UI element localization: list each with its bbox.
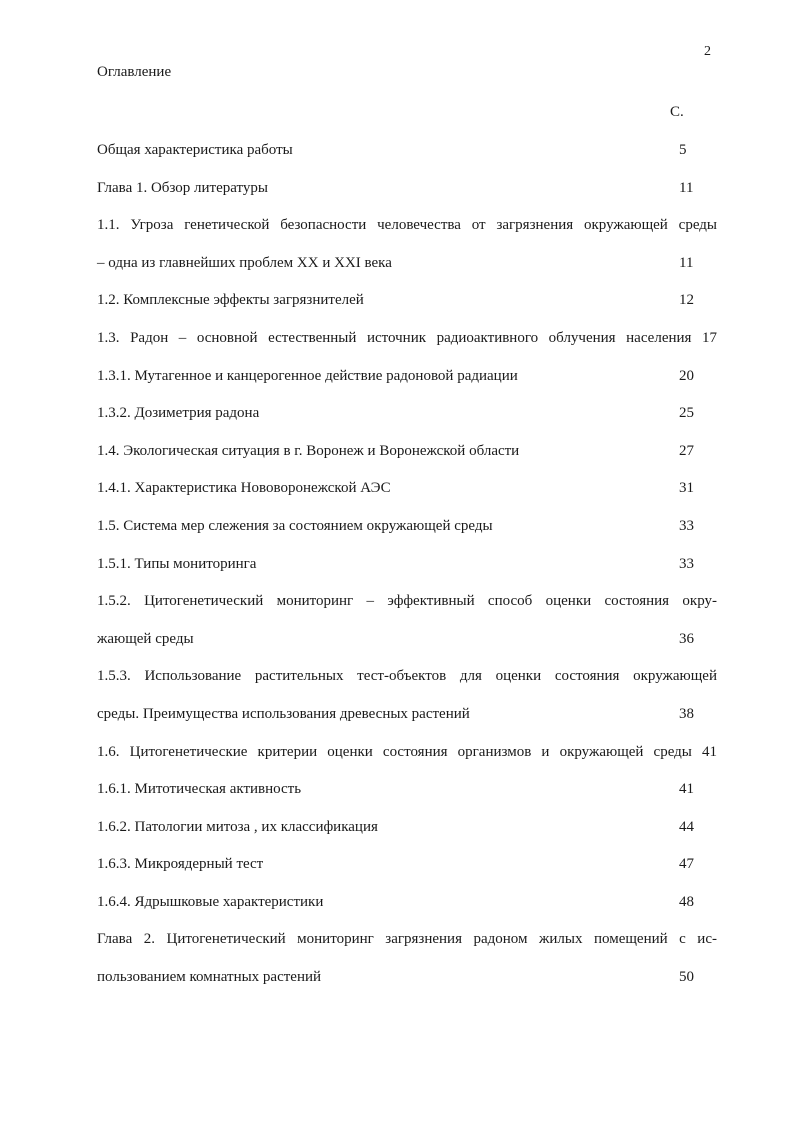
- toc-entry[interactable]: [97, 771, 717, 809]
- toc-entry[interactable]: [97, 207, 717, 245]
- toc-entry-continuation[interactable]: [97, 696, 717, 734]
- toc-title: Оглавление: [97, 64, 172, 80]
- toc-entry-page: 44: [679, 818, 694, 835]
- page-number: 2: [704, 44, 711, 59]
- toc-entry-title-line2: пользованием комнатных растений: [97, 969, 322, 986]
- toc-entry-title: 1.4. Экологическая ситуация в г. Воронеж и Воронежской области: [97, 442, 520, 459]
- toc-entry[interactable]: [97, 658, 717, 696]
- toc-entry-title-line2: жающей среды: [97, 630, 194, 647]
- toc-entry-title: Общая характеристика работы: [97, 142, 293, 158]
- toc-entry-title: 1.3.1. Мутагенное и канцерогенное действие радоновой радиации: [97, 367, 518, 384]
- toc-entry-title: 1.2. Комплексные эффекты загрязнителей: [97, 292, 364, 309]
- table-of-contents: [97, 132, 717, 997]
- toc-entry-title: 1.3. Радон – основной естественный источник радиоактивного облучения населения 17: [97, 329, 717, 346]
- toc-entry-title-line1: Глава 2. Цитогенетический мониторинг загрязнения радоном жилых помещений с ис-: [97, 931, 717, 948]
- toc-entry-page: 33: [679, 555, 694, 572]
- toc-entry-page: 48: [679, 893, 694, 910]
- toc-entry-page: 11: [679, 254, 694, 271]
- toc-entry-title: 1.3.2. Дозиметрия радона: [97, 405, 260, 422]
- toc-entry[interactable]: [97, 583, 717, 621]
- toc-entry-page: 33: [679, 517, 694, 534]
- toc-entry-page: 41: [679, 781, 694, 798]
- toc-entry[interactable]: [97, 546, 717, 584]
- toc-entry[interactable]: [97, 508, 717, 546]
- toc-entry-page: 27: [679, 442, 694, 459]
- toc-entry[interactable]: [97, 132, 717, 170]
- toc-entry-page: 31: [679, 480, 694, 497]
- toc-entry-page: 12: [679, 292, 694, 309]
- toc-entry[interactable]: [97, 320, 717, 358]
- toc-entry[interactable]: [97, 358, 717, 396]
- toc-entry-title: 1.6. Цитогенетические критерии оценки состояния организмов и окружающей среды 41: [97, 743, 717, 760]
- toc-entry[interactable]: [97, 470, 717, 508]
- toc-entry-title: 1.5.1. Типы мониторинга: [97, 555, 257, 572]
- toc-entry-title-line2: среды. Преимущества использования древесных растений: [97, 705, 470, 722]
- toc-entry-page: 5: [679, 142, 687, 158]
- toc-entry[interactable]: [97, 395, 717, 433]
- toc-entry-page: 38: [679, 705, 694, 722]
- toc-entry-title-line2: – одна из главнейших проблем XX и XXI века: [97, 254, 392, 271]
- toc-entry-title: Глава 1. Обзор литературы: [97, 179, 268, 196]
- toc-entry-page: 20: [679, 367, 694, 384]
- toc-entry-continuation[interactable]: [97, 621, 717, 659]
- toc-entry-page: 47: [679, 856, 694, 873]
- toc-entry-title-line1: 1.5.2. Цитогенетический мониторинг – эффективный способ оценки состояния окру-: [97, 593, 717, 610]
- toc-entry-title-line1: 1.1. Угроза генетической безопасности человечества от загрязнения окружающей среды: [97, 217, 717, 234]
- toc-entry-page: 50: [679, 969, 694, 986]
- toc-entry[interactable]: [97, 884, 717, 922]
- toc-entry[interactable]: [97, 170, 717, 208]
- toc-entry[interactable]: [97, 921, 717, 959]
- toc-entry-title: 1.6.3. Микроядерный тест: [97, 856, 264, 873]
- toc-entry-title: 1.6.4. Ядрышковые характеристики: [97, 893, 324, 910]
- toc-entry-title: 1.5. Система мер слежения за состоянием окружающей среды: [97, 517, 493, 534]
- toc-entry-page: 36: [679, 630, 694, 647]
- page-column-header: С.: [670, 104, 684, 120]
- toc-entry-title: 1.6.1. Митотическая активность: [97, 781, 302, 798]
- toc-entry[interactable]: [97, 282, 717, 320]
- toc-entry[interactable]: [97, 734, 717, 772]
- toc-entry-title-line1: 1.5.3. Использование растительных тест-объектов для оценки состояния окружающей: [97, 668, 717, 685]
- toc-entry[interactable]: [97, 433, 717, 471]
- toc-entry[interactable]: [97, 809, 717, 847]
- toc-entry-page: 11: [679, 179, 694, 196]
- toc-entry-title: 1.6.2. Патологии митоза , их классификация: [97, 818, 378, 835]
- toc-entry-title: 1.4.1. Характеристика Нововоронежской АЭС: [97, 480, 391, 497]
- toc-entry-continuation[interactable]: [97, 959, 717, 997]
- toc-entry[interactable]: [97, 846, 717, 884]
- toc-entry-continuation[interactable]: [97, 245, 717, 283]
- toc-entry-page: 25: [679, 405, 694, 422]
